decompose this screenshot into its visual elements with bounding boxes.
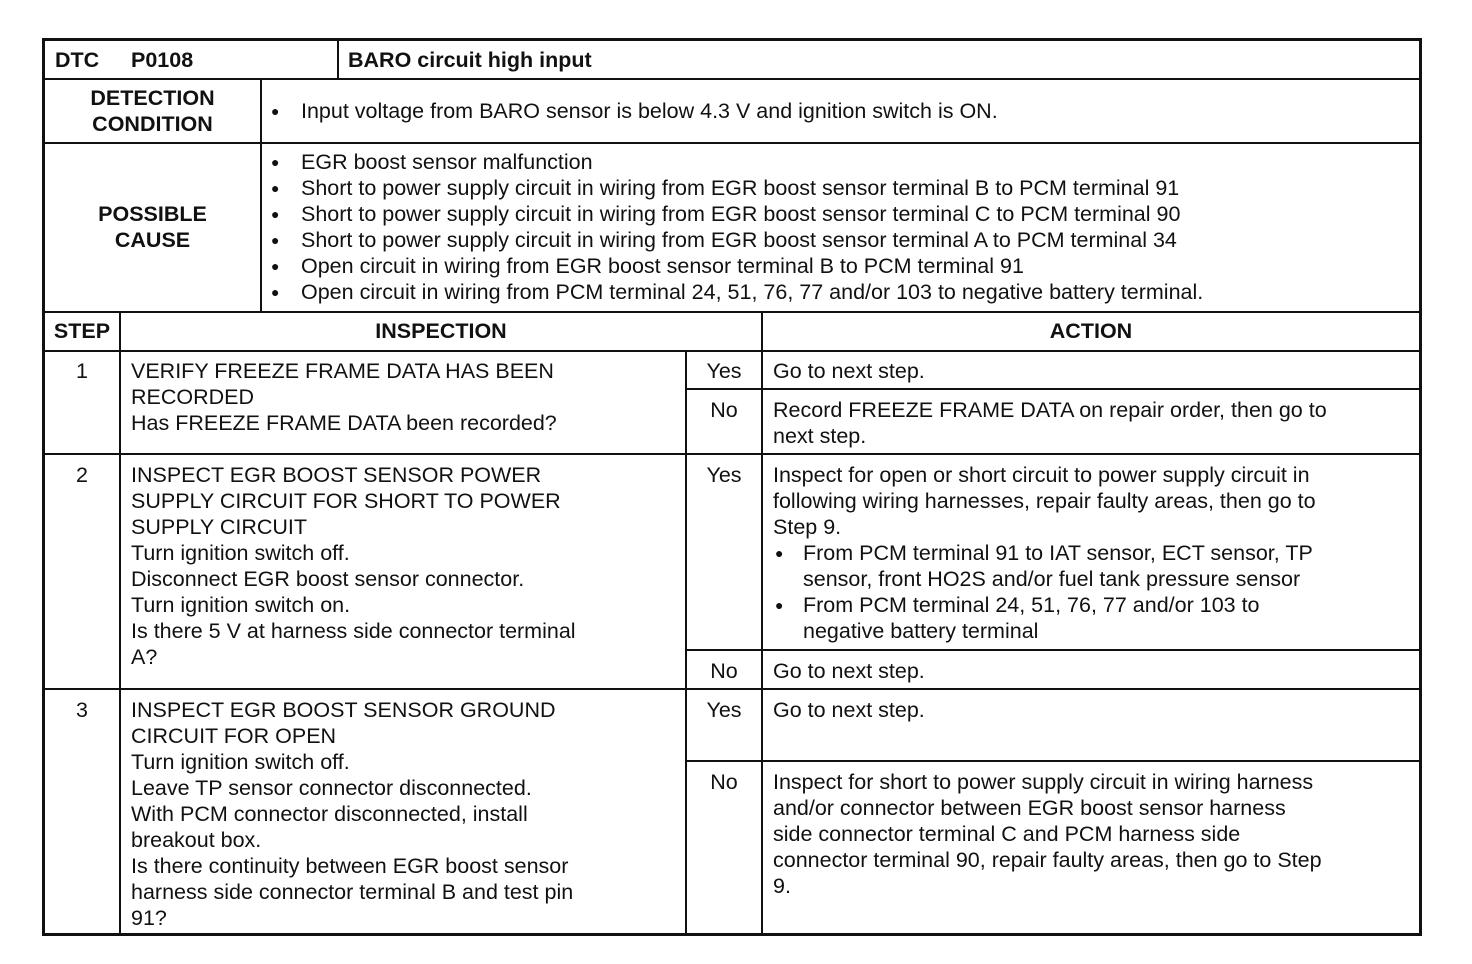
cause-item: ● Short to power supply circuit in wiring from EGR boost sensor terminal C to PCM terminal 90 — [271, 201, 1411, 227]
yes-action: Inspect for open or short circuit to power supply circuit in following wiring harnesses, repair faulty areas, then go to Step 9. ● From PCM terminal 91 to IAT sensor, ECT sensor, TP sensor, front HO2S and/or fuel tank pressure sensor ● From PCM terminal 24, 51, 76, 77 and/or 103 to negative battery terminal — [773, 462, 1413, 644]
step-inspection: INSPECT EGR BOOST SENSOR POWER SUPPLY CIRCUIT FOR SHORT TO POWER SUPPLY CIRCUIT Turn ignition switch off. Disconnect EGR boost sensor connector. Turn ignition switch on. Is there 5 V at harness side connector terminal A? — [131, 463, 576, 669]
action-bullet: ● From PCM terminal 24, 51, 76, 77 and/or 103 to negative battery terminal — [773, 592, 1413, 644]
yes-action: Go to next step. — [773, 359, 925, 383]
column-action: ACTION — [1049, 319, 1133, 343]
column-step: STEP — [53, 319, 111, 343]
yes-label: Yes — [706, 463, 742, 487]
step-number: 2 — [76, 463, 88, 487]
cause-item: ● Short to power supply circuit in wiring from EGR boost sensor terminal B to PCM terminal 91 — [271, 175, 1411, 201]
step-inspection: VERIFY FREEZE FRAME DATA HAS BEEN RECORDED Has FREEZE FRAME DATA been recorded? — [131, 359, 557, 435]
step-inspection: INSPECT EGR BOOST SENSOR GROUND CIRCUIT FOR OPEN Turn ignition switch off. Leave TP sensor connector disconnected. With PCM connector disconnected, install breakout box. Is there continuity between EGR boost sensor harness side connector terminal B and test pin 91? — [131, 698, 574, 930]
action-bullet: ● From PCM terminal 91 to IAT sensor, ECT sensor, TP sensor, front HO2S and/or fuel tank pressure sensor — [773, 540, 1413, 592]
detection-condition-label: DETECTION CONDITION — [90, 86, 215, 136]
cause-item: ● Short to power supply circuit in wiring from EGR boost sensor terminal A to PCM terminal 34 — [271, 227, 1411, 253]
yes-label: Yes — [706, 359, 742, 383]
dtc-code: P0108 — [131, 48, 194, 72]
column-inspection: INSPECTION — [375, 319, 507, 343]
cause-item: ● Open circuit in wiring from PCM terminal 24, 51, 76, 77 and/or 103 to negative battery terminal. — [271, 279, 1411, 305]
step-number: 3 — [76, 698, 88, 722]
detection-condition-text — [271, 98, 1411, 124]
yes-label: Yes — [706, 698, 742, 722]
possible-cause-label: POSSIBLE CAUSE — [98, 202, 207, 252]
no-action: Record FREEZE FRAME DATA on repair order, then go to next step. — [773, 398, 1327, 448]
no-action: Inspect for short to power supply circuit in wiring harness and/or connector between EGR boost sensor harness side connector terminal C and PCM harness side connector terminal 90, repair faulty areas, then go to Step 9. — [773, 770, 1322, 898]
no-label: No — [710, 398, 738, 422]
yes-action: Go to next step. — [773, 698, 925, 722]
dtc-title: BARO circuit high input — [348, 48, 592, 72]
no-label: No — [710, 659, 738, 683]
cause-item: ● Open circuit in wiring from EGR boost sensor terminal B to PCM terminal 91 — [271, 253, 1411, 279]
dtc-table — [42, 38, 1422, 936]
detection-item: ● Input voltage from BARO sensor is below 4.3 V and ignition switch is ON. — [271, 98, 1411, 124]
cause-item: ● EGR boost sensor malfunction — [271, 149, 1411, 175]
no-label: No — [710, 770, 738, 794]
possible-cause-list — [271, 149, 1411, 305]
no-action: Go to next step. — [773, 659, 925, 683]
dtc-label: DTC — [55, 48, 100, 72]
step-number: 1 — [76, 359, 88, 383]
